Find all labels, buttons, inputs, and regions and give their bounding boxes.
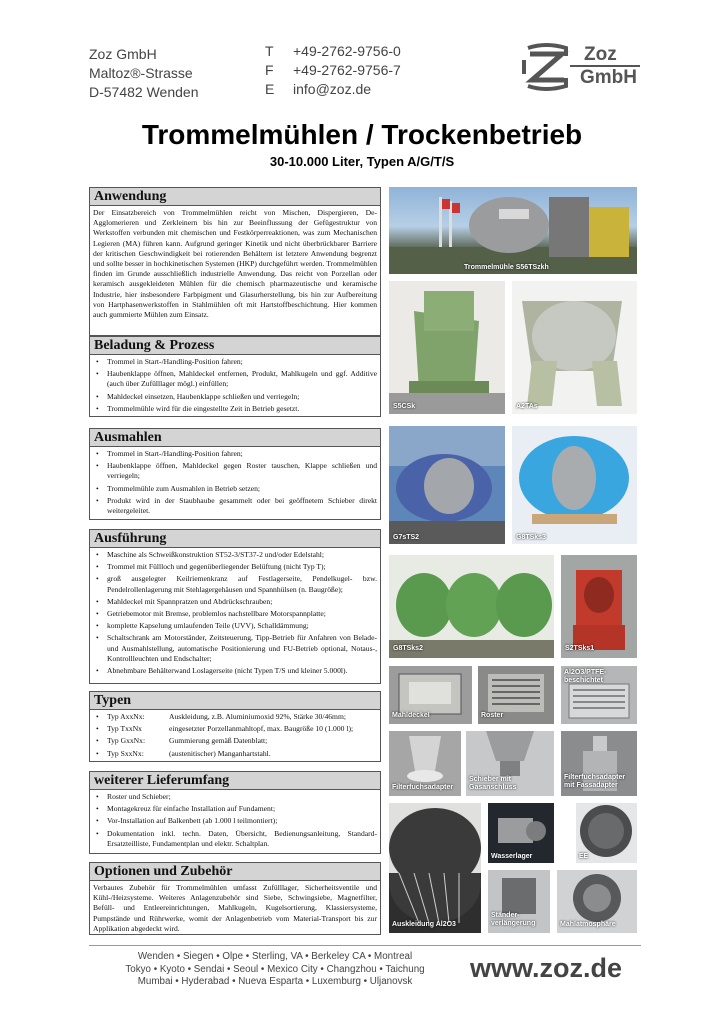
photo-mahldeckel: [389, 666, 472, 724]
list-item: • Abnehmbare Behälterwand Loslagerseite (nicht Typen T/S und kleiner 5.000l).: [93, 666, 377, 676]
photo-fassadapter: [561, 731, 637, 796]
fax-label: F: [265, 62, 274, 78]
company-street: Maltoz®-Strasse: [89, 65, 193, 81]
fax-number: +49-2762-9756-7: [293, 62, 401, 78]
bullet-list: [93, 449, 377, 516]
type-code: • Typ GxxNx:: [107, 736, 146, 746]
light-blue-mill-illustration: [512, 426, 637, 544]
section-heading: Ausführung: [89, 529, 381, 548]
footer-cities-line: Tokyo • Kyoto • Sendai • Seoul • Mexico City • Changzhou • Taichung: [125, 963, 425, 975]
photo-al2o3-ptfe: [561, 666, 637, 724]
list-item: • Haubenklappe öffnen, Mahldeckel entfernen, Produkt, Mahlkugeln und ggf. Additive (auch über Zufülllager mögl.) einfüllen;: [93, 369, 377, 389]
list-item: • Mahldeckel mit Spannpratzen und Abdrückschrauben;: [93, 597, 377, 607]
list-item: • Produkt wird in der Staubhaube gesammelt oder bei geöffnetem Schieber direkt weitergeleitet.: [93, 496, 377, 516]
section-heading: Optionen und Zubehör: [89, 862, 381, 881]
zoz-logo: [522, 40, 642, 94]
photo-caption: Wasserlager: [491, 853, 533, 860]
photo-roster: [478, 666, 554, 724]
section-body: [89, 355, 381, 417]
photo-caption: Schieber mit Gasanschluss: [469, 776, 517, 791]
photo-caption: A2TAs: [516, 403, 538, 410]
blue-mill-illustration: [389, 426, 505, 544]
footer-divider: [89, 945, 641, 946]
section-ausmahlen: [89, 428, 381, 520]
lining-top-illustration: [389, 803, 481, 873]
website-link[interactable]: www.zoz.de: [470, 953, 623, 983]
section-text: Verbautes Zubehör für Trommelmühlen umfasst Zufülllager, Sicherheitsventile und Kühl-/Heizsysteme. Weiteres Anlagenzubehör sind Siebe, Schwingsiebe, Magnetfilter, Befüll- und Entleereinrichtungen, Mahlkugeln, Kugelsortierung, Klassiersysteme, Pumpstände und Rührwerke, womit der Anlagenbetrieb vom Material-Transport bis zur Applikation abgedeckt wird.: [89, 881, 381, 935]
section-typen: [89, 691, 381, 762]
email-link[interactable]: info@zoz.de: [293, 81, 372, 97]
list-item: • Schaltschrank am Motorständer, Zeitsteuerung, Tipp-Betrieb für Anfahren von Belade- und Ausmahlstellung, automatische Positionierung und FU-Betrieb optional, Notaus-, Kontrollleuchten und Endschalter;: [93, 633, 377, 664]
list-item: [93, 712, 377, 722]
green-mills-row-illustration: [389, 555, 554, 658]
type-desc: Gummierung gemäß Datenblatt;: [169, 736, 268, 746]
list-item: • Roster und Schieber;: [93, 792, 377, 802]
red-mill-illustration: [561, 555, 637, 658]
section-beladung: [89, 336, 381, 417]
bullet-list: [93, 357, 377, 414]
section-anwendung: [89, 187, 381, 336]
photo-drum-mill: [389, 187, 637, 274]
list-item: • Maschine als Schweißkonstruktion ST52-3/ST37-2 und/oder Edelstahl;: [93, 550, 377, 560]
photo-caption: Filterfuchsadapter mit Fassadapter: [564, 774, 626, 789]
photo-g8tsks3: [512, 426, 637, 544]
list-item: • Mahldeckel einsetzen, Haubenklappe schließen und verriegeln;: [93, 392, 377, 402]
list-item: • Vor-Installation auf Balkenbett (ab 1.000 l teilmontiert);: [93, 816, 377, 826]
list-item: • Trommel in Start-/Handling-Position fahren;: [93, 357, 377, 367]
drum-mill-illustration: [389, 187, 637, 274]
section-body: [89, 548, 381, 684]
photo-schieber: [466, 731, 554, 796]
company-name: Zoz GmbH: [89, 46, 157, 62]
section-heading: Typen: [89, 691, 381, 710]
list-item: • komplette Kapselung umlaufenden Teile (UVV), Schalldämmung;: [93, 621, 377, 631]
photo-g8tsks2: [389, 555, 554, 658]
section-lieferumfang: [89, 771, 381, 854]
phone-label: T: [265, 43, 274, 59]
photo-caption: S5CSk: [393, 403, 416, 410]
page-title: Trommelmühlen / Trockenbetrieb: [141, 119, 583, 150]
photo-auskleidung: [389, 873, 481, 933]
list-item: • Montagekreuz für einfache Installation auf Fundament;: [93, 804, 377, 814]
photo-s2tsks1: [561, 555, 637, 658]
list-item: • Trommelmühle wird für die eingestellte Zeit in Betrieb gesetzt.: [93, 404, 377, 414]
list-item: • groß ausgelegter Keilriemenkranz auf Festlagerseite, Pendelkugel- bzw. Pendelrollenlagerung mit Stehlagergehäusen und Spannhülsen (n. Baugröße);: [93, 574, 377, 594]
footer-locations: [110, 951, 440, 989]
type-code: • Typ SxxNx:: [107, 748, 144, 758]
bullet-list: [93, 550, 377, 676]
section-ausfuehrung: [89, 529, 381, 684]
list-item: • Trommel in Start-/Handling-Position fahren;: [93, 449, 377, 459]
list-item: • Getriebemotor mit Bremse, problemlos nachstellbare Motorspannplatte;: [93, 609, 377, 619]
logo-text-gmbh: GmbH: [580, 67, 637, 88]
section-text: Der Einsatzbereich von Trommelmühlen reicht von Mischen, Dispergieren, De-Agglomerieren und Zerkleinern bis hin zur Beeinflussung der Gefügestruktur von Werkstoffen verbunden mit chemischen und Festkörperreaktionen, was zum Mechanischen Legieren (MA) führen kann. Aufgrund geringer Kinetik und nicht überbrückbarer Barriere der kritischen Geschwindigkeit bei rotierenden Behältern ist letztere Anwendung begrenzt und sollte besser in hochkinetischen Systemen (HKP) durchgeführt werden. Trommelmühlen finden im Grunde ausschließlich industrielle Anwendung. Das reicht von Porzellan oder keramisch ausgekleideten Mühlen für die chemisch pharmazeutische und keramische Industrie, hier insbesondere Farbpigment und Glasurherstellung, bis hin zur Aufbereitung von Hartphasenwerkstoffen in Stahlmühlen oft mit Hartstoffbeschichtung. Hier kommen auch gummierte Mühlen zum Einsatz.: [89, 206, 381, 336]
photo-g7sts2: [389, 426, 505, 544]
photo-caption: Trommelmühle S56TSzkh: [464, 264, 549, 271]
photo-caption: S2TSks1: [565, 645, 595, 652]
section-optionen: [89, 862, 381, 935]
type-desc: Auskleidung, z.B. Aluminiumoxid 92%, Stärke 30/46mm;: [169, 712, 346, 721]
list-item: [93, 749, 377, 759]
type-desc: (austenitischer) Manganhartstahl.: [169, 748, 271, 758]
footer-cities-line: Mumbai • Hyderabad • Nueva Esparta • Luxemburg • Uljanovsk: [137, 976, 413, 987]
photo-caption: G8TSks2: [393, 645, 423, 652]
photo-ee: [576, 803, 637, 863]
photo-caption: EE: [579, 853, 589, 860]
section-heading: Beladung & Prozess: [89, 336, 381, 355]
phone-number: +49-2762-9756-0: [293, 43, 401, 59]
company-contact: [265, 42, 401, 99]
green-mill-illustration: [389, 281, 505, 414]
type-desc: eingesetzter Porzellanmahltopf, max. Baugröße 10 (1.000 l);: [169, 724, 354, 734]
bullet-list: [93, 712, 377, 759]
company-city: D-57482 Wenden: [89, 84, 199, 100]
list-item: [93, 736, 377, 746]
company-address: [89, 45, 198, 102]
photo-caption: Auskleidung Al2O3: [392, 921, 456, 928]
section-heading: Anwendung: [89, 187, 381, 206]
photo-caption: Mahldeckel: [392, 712, 430, 719]
list-item: [93, 724, 377, 734]
photo-filterfuchsadapter: [389, 731, 461, 796]
section-heading: Ausmahlen: [89, 428, 381, 447]
steel-mill-illustration: [512, 281, 637, 414]
photo-a2tas: [512, 281, 637, 414]
photo-wasserlager: [488, 803, 554, 863]
footer-cities-line: Wenden • Siegen • Olpe • Sterling, VA • Berkeley CA • Montreal: [137, 951, 413, 962]
photo-caption: Ständer-verlängerung: [491, 912, 536, 927]
section-body: [89, 790, 381, 854]
photo-mahlatmosphaere: [557, 870, 637, 933]
email-label: E: [265, 81, 275, 97]
type-code: • Typ AxxNx:: [107, 712, 145, 721]
bullet-list: [93, 792, 377, 849]
section-body: [89, 447, 381, 520]
photo-caption: G8TSks3: [516, 534, 546, 541]
photo-auskleidung-top: [389, 803, 481, 873]
section-body: [89, 710, 381, 762]
photo-caption: Mahlatmosphäre: [560, 921, 616, 928]
logo-text-zoz: Zoz: [584, 44, 617, 65]
photo-caption: G7sTS2: [393, 534, 420, 541]
page-subtitle: 30-10.000 Liter, Typen A/G/T/S: [269, 154, 455, 169]
type-code: • Typ TxxNx: [107, 724, 142, 734]
photo-staenderverlaengerung: [488, 870, 550, 933]
photo-caption: Filterfuchsadapter: [392, 784, 454, 791]
list-item: • Dokumentation inkl. techn. Daten, Übersicht, Bedienungsanleitung, Standard-Ersatzteilliste, Fundamentplan und elektr. Schaltplan.: [93, 829, 377, 849]
list-item: • Trommelmühle zum Ausmahlen in Betrieb setzen;: [93, 484, 377, 494]
section-heading: weiterer Lieferumfang: [89, 771, 381, 790]
photo-caption: Al2O3/PTFE-beschichtet: [564, 669, 607, 684]
photo-caption: Roster: [481, 712, 504, 719]
list-item: • Trommel mit Füllloch und gegenüberliegender Belüftung (nicht Typ T);: [93, 562, 377, 572]
list-item: • Haubenklappe öffnen, Mahldeckel gegen Roster tauschen, Klappe schließen und verriegeln;: [93, 461, 377, 481]
photo-s5csk: [389, 281, 505, 414]
